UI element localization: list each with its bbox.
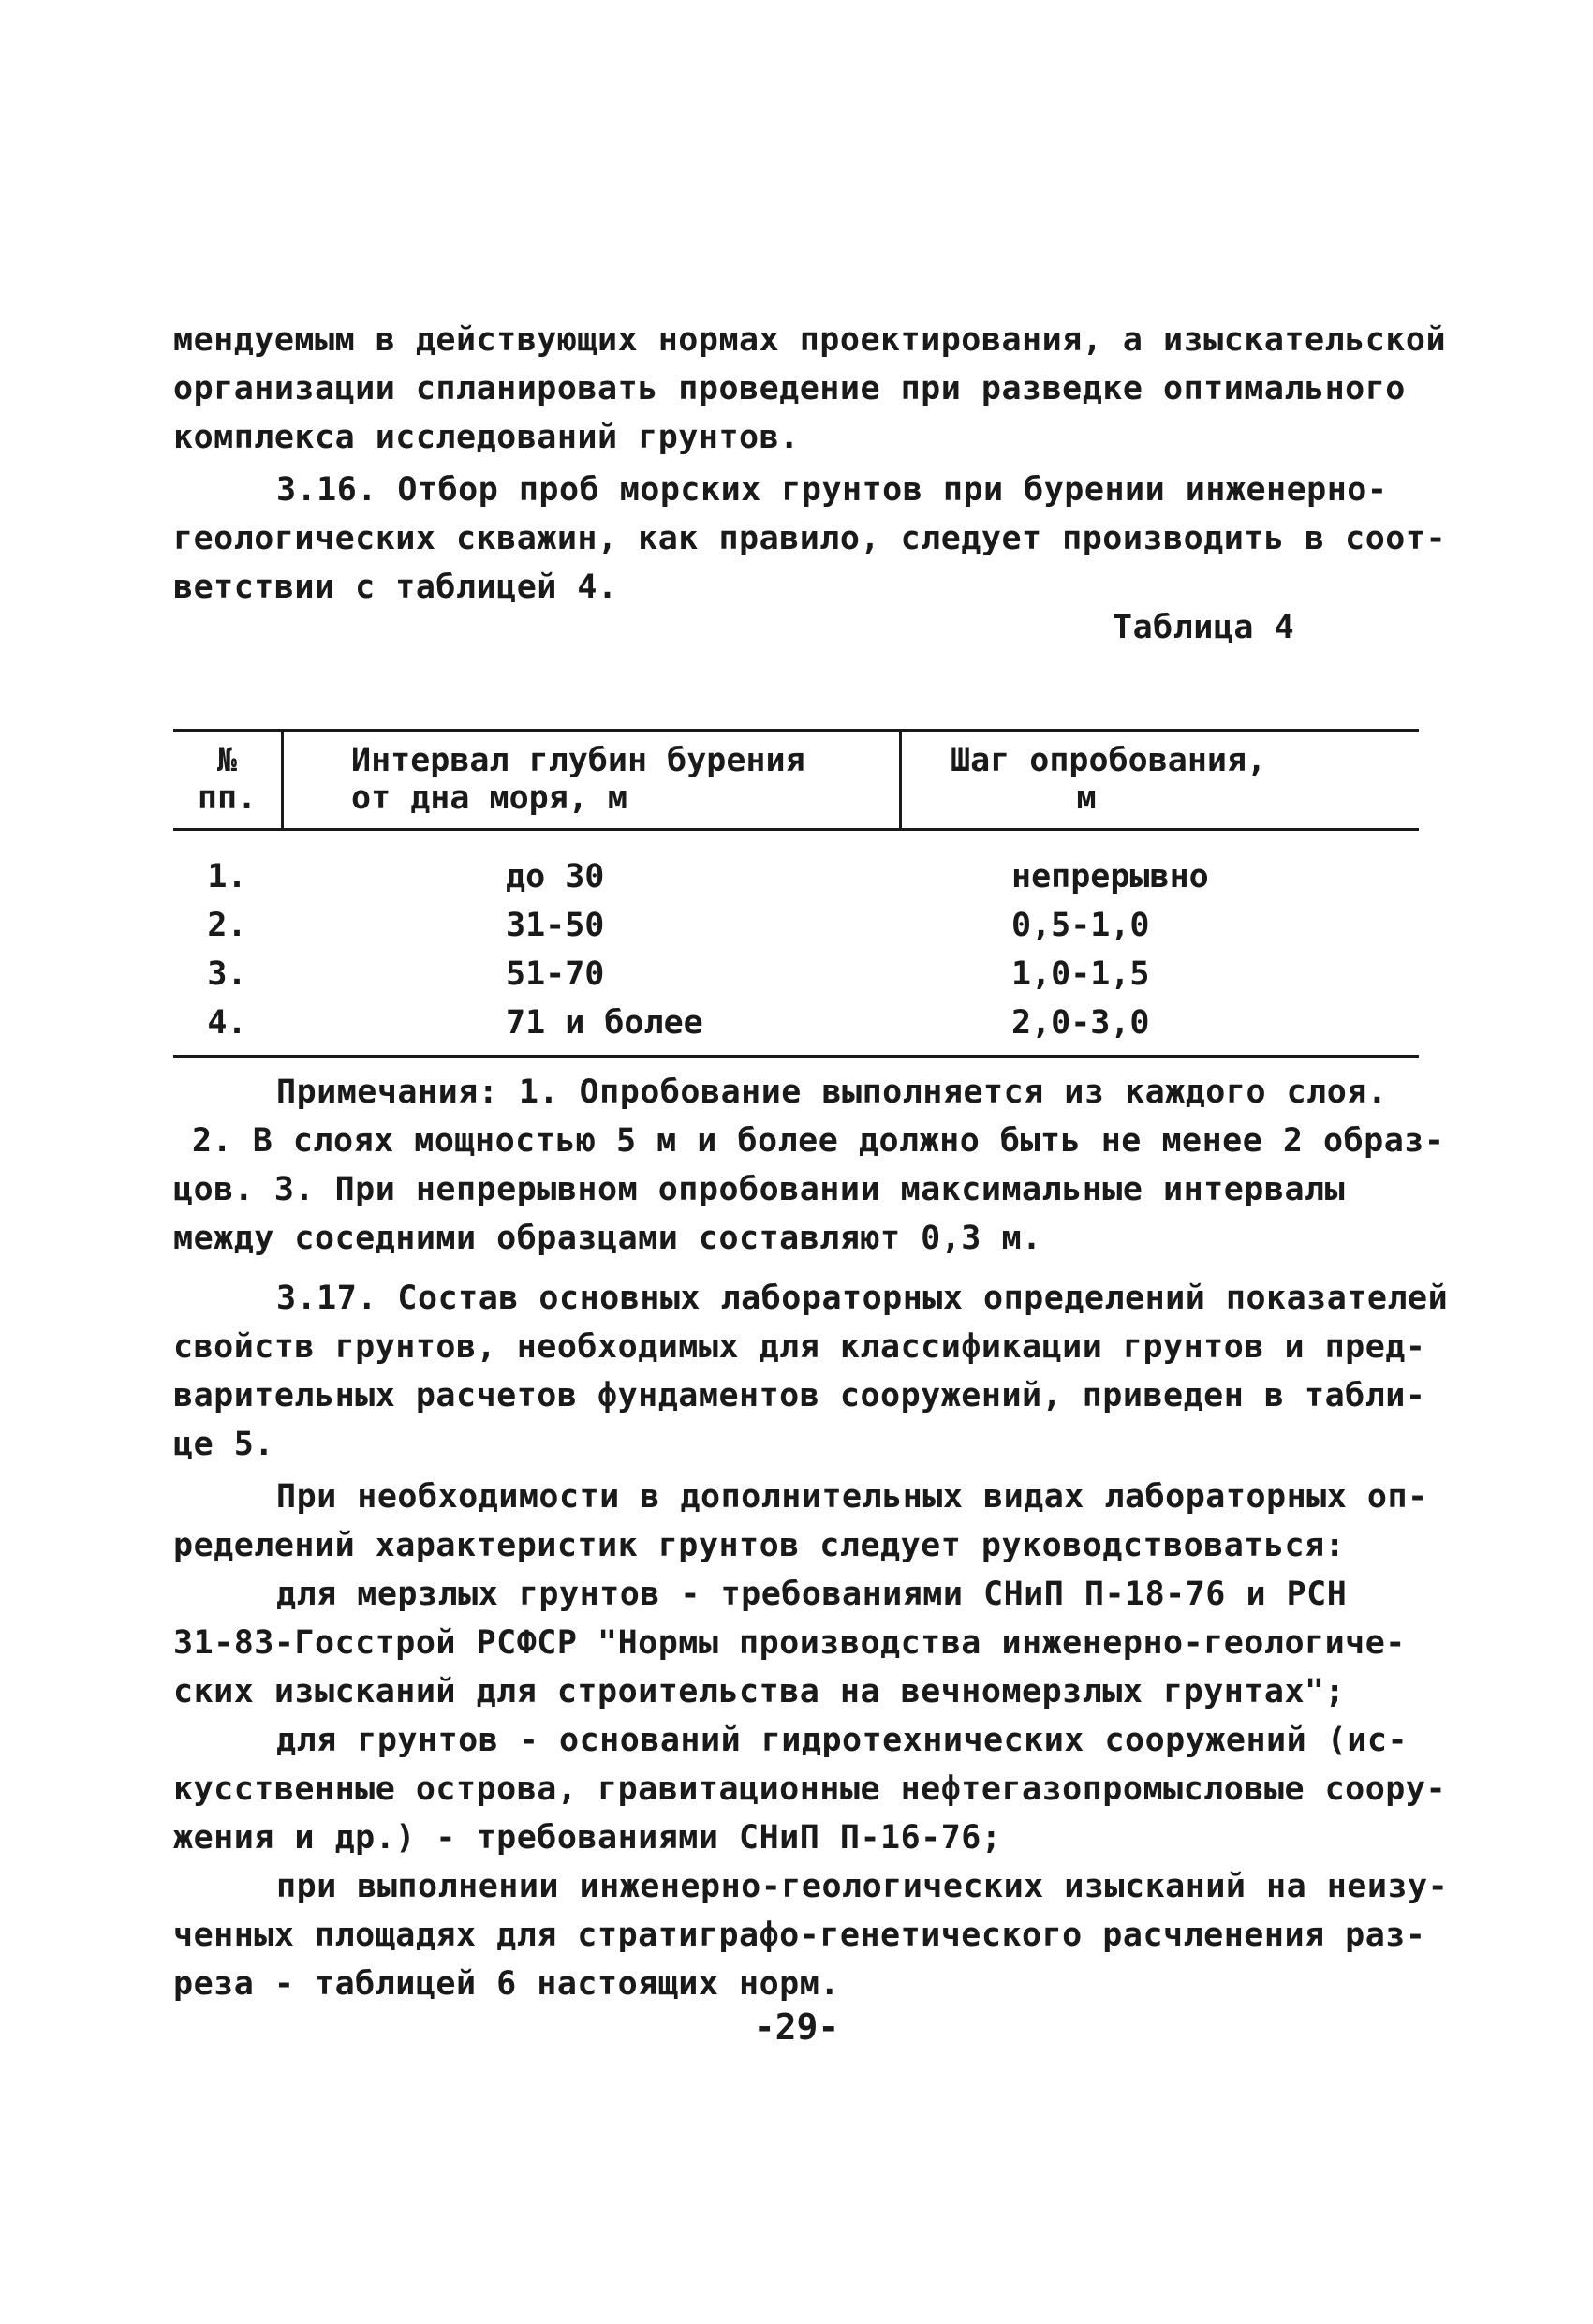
- table-cell-step: 2,0-3,0: [1011, 1004, 1150, 1042]
- note-line: цов. 3. При непрерывном опробовании максимальные интервалы: [173, 1171, 1346, 1208]
- table-cell-depth: до 30: [506, 858, 605, 896]
- note-line: 2. В слоях мощностью 5 м и более должно быть не менее 2 образ-: [192, 1122, 1445, 1160]
- additional-line: ределений характеристик грунтов следует руководствоваться:: [173, 1527, 1346, 1564]
- table-cell-step: 0,5-1,0: [1011, 907, 1150, 944]
- header-step-line2: м: [1076, 779, 1097, 817]
- unexplored-line: ченных площадях для стратиграфо-генетического расчленения раз-: [173, 1917, 1426, 1954]
- section-3-17-line: 3.17. Состав основных лабораторных определений показателей: [276, 1280, 1449, 1317]
- table-top-rule: [173, 729, 1419, 732]
- table-header-rule: [173, 828, 1419, 831]
- table-caption: Таблица 4: [1113, 609, 1295, 646]
- additional-line: При необходимости в дополнительных видах лабораторных оп-: [276, 1478, 1428, 1516]
- section-3-16-line: геологических скважин, как правило, следует производить в соот-: [173, 520, 1447, 557]
- unexplored-line: реза - таблицей 6 настоящих норм.: [173, 1965, 840, 2003]
- table-cell-num: 2.: [207, 907, 247, 944]
- table-column-divider: [281, 729, 284, 830]
- section-3-16-line: ветствии с таблицей 4.: [173, 569, 618, 606]
- header-depth-line2: от дна моря, м: [351, 779, 628, 817]
- table-cell-num: 1.: [207, 858, 247, 896]
- table-cell-depth: 71 и более: [506, 1004, 703, 1042]
- intro-line: комплекса исследований грунтов.: [173, 419, 800, 456]
- note-line: Примечания: 1. Опробование выполняется из каждого слоя.: [276, 1073, 1388, 1111]
- frozen-line: для мерзлых грунтов - требованиями СНиП П-18-76 и РСН: [276, 1576, 1348, 1613]
- header-num-line1: №: [216, 742, 238, 779]
- table-cell-step: 1,0-1,5: [1011, 955, 1150, 993]
- hydro-line: кусственные острова, гравитационные нефтегазопромысловые соору-: [173, 1770, 1447, 1808]
- header-num-line2: пп.: [197, 779, 258, 817]
- unexplored-line: при выполнении инженерно-геологических изысканий на неизу-: [276, 1868, 1449, 1905]
- table-cell-step: непрерывно: [1011, 858, 1209, 896]
- section-3-17-line: свойств грунтов, необходимых для классификации грунтов и пред-: [173, 1328, 1426, 1366]
- header-depth-line1: Интервал глубин бурения: [351, 742, 805, 779]
- intro-line: мендуемым в действующих нормах проектирования, а изыскательской: [173, 321, 1447, 359]
- frozen-line: ских изысканий для строительства на вечномерзлых грунтах";: [173, 1673, 1346, 1710]
- note-line: между соседними образцами составляют 0,3 м.: [173, 1220, 1042, 1257]
- table-cell-num: 3.: [207, 955, 247, 993]
- section-3-17-line: варительных расчетов фундаментов сооружений, приведен в табли-: [173, 1377, 1426, 1414]
- table-bottom-rule: [173, 1055, 1419, 1058]
- frozen-line: 31-83-Госстрой РСФСР "Нормы производства инженерно-геологиче-: [173, 1624, 1406, 1662]
- table-4: [173, 729, 1419, 1058]
- page-number: -29-: [753, 2006, 840, 2048]
- table-cell-num: 4.: [207, 1004, 247, 1042]
- table-cell-depth: 31-50: [506, 907, 605, 944]
- table-column-divider: [899, 729, 902, 830]
- table-cell-depth: 51-70: [506, 955, 605, 993]
- header-step-line1: Шаг опробования,: [951, 742, 1267, 779]
- section-3-17-line: це 5.: [173, 1426, 274, 1463]
- hydro-line: жения и др.) - требованиями СНиП П-16-76;: [173, 1819, 1002, 1857]
- hydro-line: для грунтов - оснований гидротехнических сооружений (ис-: [276, 1722, 1409, 1759]
- section-3-16-line: 3.16. Отбор проб морских грунтов при бурении инженерно-: [276, 471, 1388, 509]
- intro-line: организации спланировать проведение при разведке оптимального: [173, 370, 1406, 407]
